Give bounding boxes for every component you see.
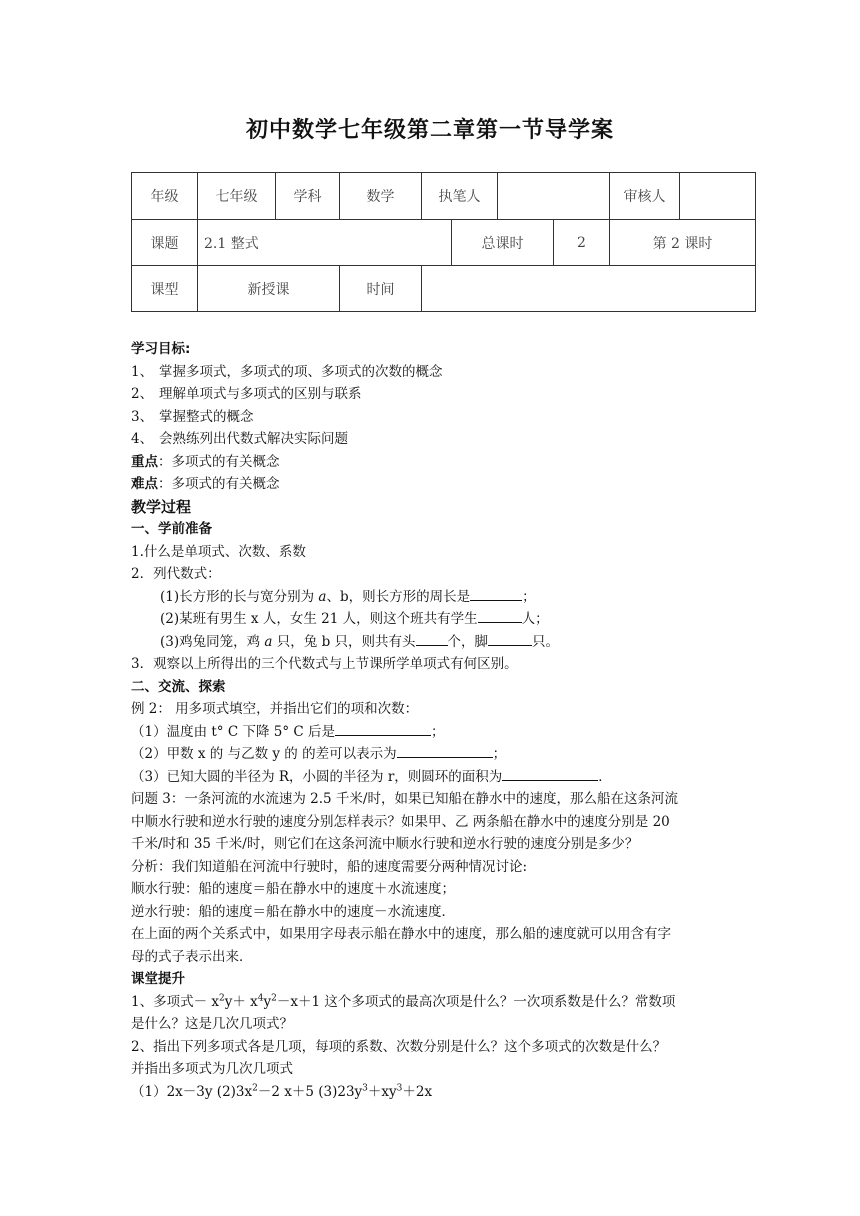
example: 例 2： 用多项式填空，并指出它们的项和次数： <box>131 701 419 717</box>
subject-label: 学科 <box>276 173 340 220</box>
grade-label: 年级 <box>132 173 198 220</box>
question: (2)某班有男生 x 人，女生 21 人，则这个班共有学生 人； <box>131 608 761 631</box>
objective-item: 3、 掌握整式的概念 <box>131 408 254 425</box>
answer-blank <box>397 743 493 758</box>
question: （2）甲数 x 的 与乙数 y 的 的差可以表示为 ； <box>131 743 761 766</box>
section1-heading: 一、学前准备 <box>131 521 212 537</box>
answer-blank <box>488 631 532 646</box>
paragraph: 母的式子表示出来． <box>131 948 253 965</box>
question: 1.什么是单项式、次数、系数 <box>131 543 306 560</box>
question: （3）已知大圆的半径为 R，小圆的半径为 r，则圆环的面积为 ． <box>131 766 761 789</box>
answer-blank <box>335 721 431 736</box>
objective-item: 1、 掌握多项式，多项式的项、多项式的次数的概念 <box>131 363 443 380</box>
section3-heading: 课堂提升 <box>131 971 185 987</box>
paragraph: 逆水行驶：船的速度＝船在静水中的速度－水流速度． <box>131 903 455 920</box>
question: (3)鸡兔同笼，鸡 a 只，兔 b 只，则共有头 个，脚 只。 <box>131 631 761 654</box>
paragraph: 顺水行驶：船的速度＝船在静水中的速度＋水流速度； <box>131 881 455 897</box>
key-point: 重点：多项式的有关概念 <box>131 453 280 470</box>
current-period: 第 2 课时 <box>610 220 756 266</box>
question: （1）温度由 t° C 下降 5° C 后是 ； <box>131 721 761 744</box>
page-title: 初中数学七年级第二章第一节导学案 <box>245 118 614 143</box>
answer-blank <box>478 608 522 623</box>
question: (1)长方形的长与宽分别为 a、b，则长方形的周长是 ； <box>131 586 761 609</box>
topic-value: 2.1 整式 <box>198 220 452 266</box>
paragraph: 在上面的两个关系式中，如果用字母表示船在静水中的速度，那么船的速度就可以用含有字 <box>131 926 671 942</box>
question: 并指出多项式为几次几项式 <box>131 1061 293 1077</box>
difficult-point: 难点：多项式的有关概念 <box>131 476 280 492</box>
time-value <box>422 266 756 312</box>
reviewer-value <box>680 173 756 220</box>
question: 是什么？这是几次几项式？ <box>131 1016 293 1032</box>
expressions: （1）2x－3y $(2)3x^2-2$ x＋5 $(3)23y^3+xy^3+2x$ <box>131 1083 433 1100</box>
grade-value: 七年级 <box>198 173 276 220</box>
topic-label: 课题 <box>132 220 198 266</box>
author-label: 执笔人 <box>422 173 498 220</box>
answer-blank <box>416 631 448 646</box>
total-periods-label: 总课时 <box>452 220 554 266</box>
section2-heading: 二、交流、探索 <box>131 678 226 695</box>
author-value <box>498 173 610 220</box>
question: 2、指出下列多项式各是几项，每项的系数、次数分别是什么？这个多项式的次数是什么？ <box>131 1038 667 1055</box>
paragraph: 中顺水行驶和逆水行驶的速度分别怎样表示？如果甲、乙 两条船在静水中的速度分别是 20 <box>131 813 670 830</box>
type-label: 课型 <box>132 266 198 312</box>
answer-blank <box>470 586 522 601</box>
total-periods-value: 2 <box>554 220 610 266</box>
question: 3．观察以上所得出的三个代数式与上节课所学单项式有何区别。 <box>131 656 518 672</box>
objective-item: 2、 理解单项式与多项式的区别与联系 <box>131 386 362 402</box>
paragraph: 千米/时和 35 千米/时，则它们在这条河流中顺水行驶和逆水行驶的速度分别是多少？ <box>131 836 639 852</box>
document-body <box>131 338 761 1103</box>
objectives-heading: 学习目标: <box>131 341 191 357</box>
process-heading: 教学过程 <box>131 497 192 516</box>
objective-item: 4、 会熟练列出代数式解决实际问题 <box>131 431 348 447</box>
reviewer-label: 审核人 <box>610 173 680 220</box>
time-label: 时间 <box>340 266 422 312</box>
paragraph: 分析：我们知道船在河流中行驶时，船的速度需要分两种情况讨论: <box>131 858 528 875</box>
question: 2．列代数式： <box>131 566 221 582</box>
answer-blank <box>502 766 598 781</box>
info-table <box>131 172 756 312</box>
type-value: 新授课 <box>198 266 340 312</box>
subject-value: 数学 <box>340 173 422 220</box>
question: 1、多项式－ $x^2y+ x^4y^2-x+1$ 这个多项式的最高次项是什么？一次项系数是什么？常数项 <box>131 993 676 1010</box>
paragraph: 问题 3：一条河流的水流速为 2.5 千米/时，如果已知船在静水中的速度，那么船在这条河流 <box>131 791 678 807</box>
